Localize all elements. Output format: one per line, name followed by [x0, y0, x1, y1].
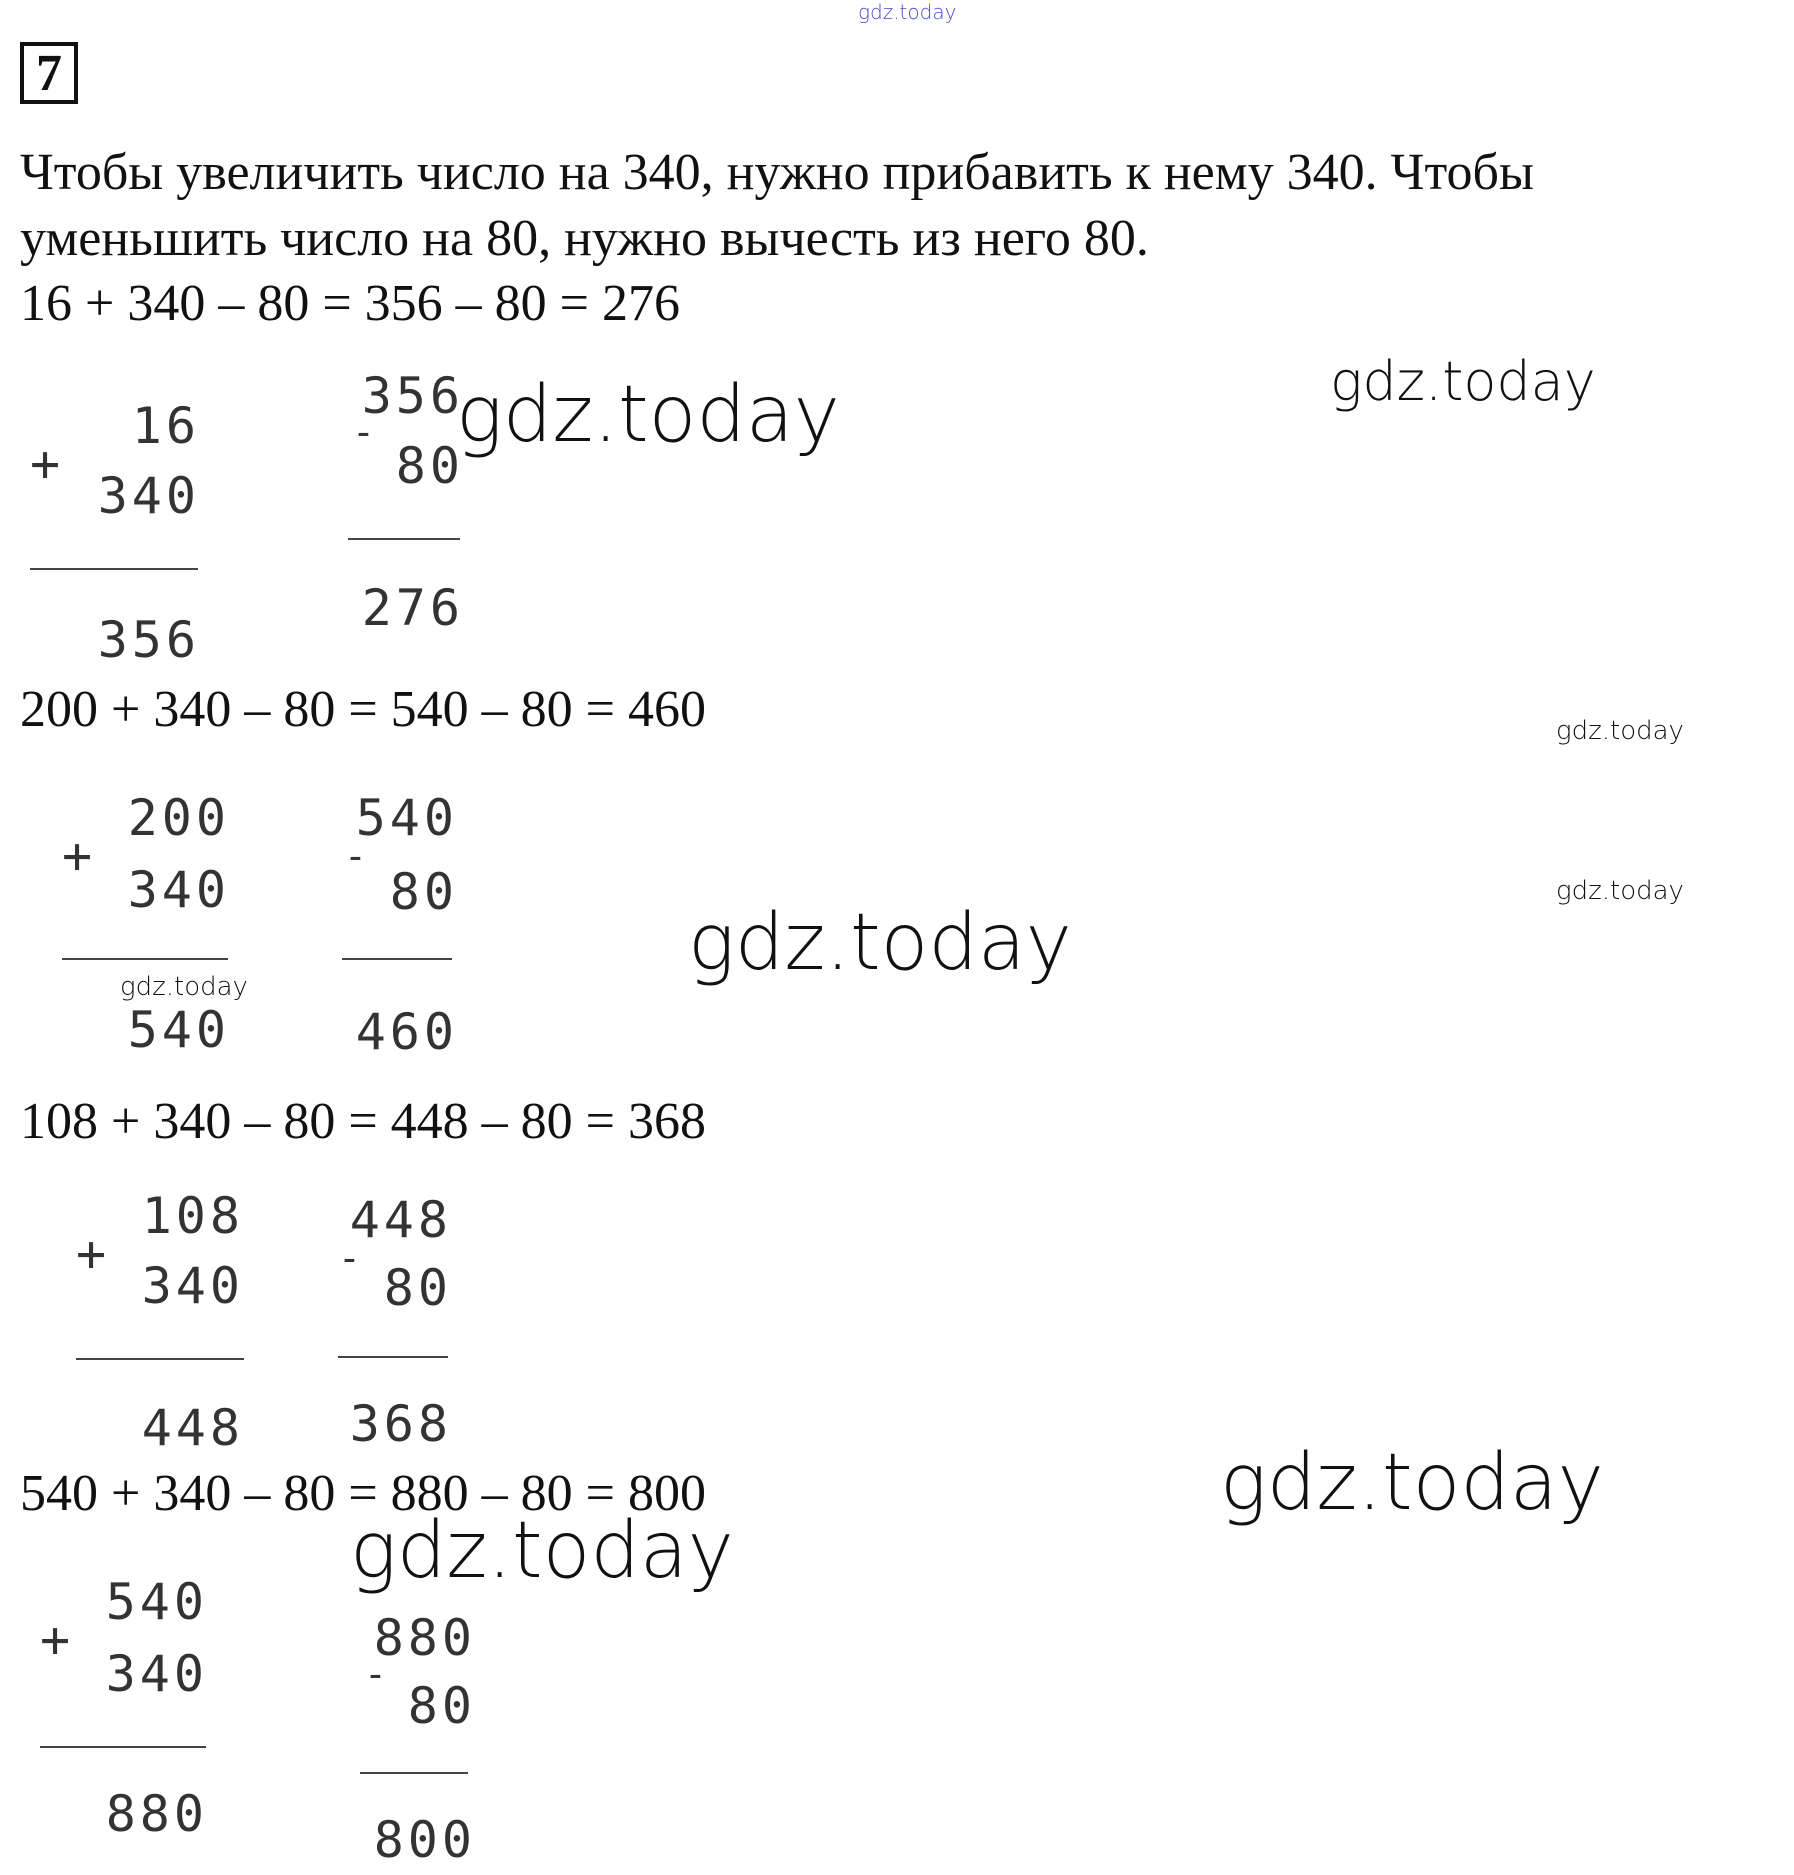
- addend-bottom: 340: [105, 1645, 208, 1703]
- addition-result: 880: [105, 1785, 208, 1843]
- subtrahend: 80: [395, 437, 464, 495]
- subtraction-sign: -: [344, 834, 367, 878]
- addend-top: 108: [141, 1187, 244, 1245]
- subtraction-line: [342, 958, 452, 960]
- watermark: gdz.today: [456, 370, 840, 460]
- subtrahend: 80: [389, 863, 458, 921]
- equation-1: 16 + 340 – 80 = 356 – 80 = 276: [20, 275, 680, 332]
- addition-line: [62, 958, 228, 960]
- task-number: 7: [20, 42, 78, 104]
- difference: 460: [355, 1003, 458, 1061]
- watermark: gdz.today: [350, 1506, 734, 1596]
- addend-top: 200: [127, 789, 230, 847]
- subtrahend: 80: [383, 1259, 452, 1317]
- equation-3: 108 + 340 – 80 = 448 – 80 = 368: [20, 1093, 706, 1150]
- minuend: 356: [361, 367, 464, 425]
- addition-sign: +: [40, 1611, 71, 1669]
- addition-line: [40, 1746, 206, 1748]
- addition-line: [76, 1358, 244, 1360]
- watermark: gdz.today: [1556, 716, 1684, 746]
- difference: 368: [349, 1395, 452, 1453]
- header-watermark: gdz.today: [858, 0, 957, 24]
- difference: 800: [373, 1811, 476, 1869]
- addend-top: 16: [131, 397, 200, 455]
- equation-4: 540 + 340 – 80 = 880 – 80 = 800: [20, 1465, 706, 1522]
- subtrahend: 80: [407, 1677, 476, 1735]
- subtraction-sign: -: [352, 410, 375, 454]
- addition-sign: +: [30, 435, 61, 493]
- addend-bottom: 340: [97, 467, 200, 525]
- subtraction-line: [348, 538, 460, 540]
- watermark: gdz.today: [688, 898, 1072, 988]
- addition-result: 448: [141, 1399, 244, 1457]
- watermark: gdz.today: [1220, 1438, 1604, 1528]
- minuend: 540: [355, 789, 458, 847]
- addend-bottom: 340: [141, 1257, 244, 1315]
- explanation-line-2: уменьшить число на 80, нужно вычесть из него 80.: [20, 210, 1149, 267]
- minuend: 880: [373, 1609, 476, 1667]
- addition-result: 540: [127, 1001, 230, 1059]
- watermark: gdz.today: [120, 972, 248, 1002]
- subtraction-line: [360, 1772, 468, 1774]
- addition-line: [30, 568, 198, 570]
- minuend: 448: [349, 1191, 452, 1249]
- watermark: gdz.today: [1556, 876, 1684, 906]
- addend-bottom: 340: [127, 861, 230, 919]
- explanation-line-1: Чтобы увеличить число на 340, нужно прибавить к нему 340. Чтобы: [20, 144, 1534, 201]
- difference: 276: [361, 579, 464, 637]
- addition-result: 356: [97, 611, 200, 669]
- addition-sign: +: [76, 1225, 107, 1283]
- subtraction-sign: -: [364, 1652, 387, 1696]
- watermark: gdz.today: [1330, 350, 1596, 413]
- subtraction-line: [338, 1356, 448, 1358]
- subtraction-sign: -: [338, 1236, 361, 1280]
- addend-top: 540: [105, 1573, 208, 1631]
- equation-2: 200 + 340 – 80 = 540 – 80 = 460: [20, 681, 706, 738]
- addition-sign: +: [62, 827, 93, 885]
